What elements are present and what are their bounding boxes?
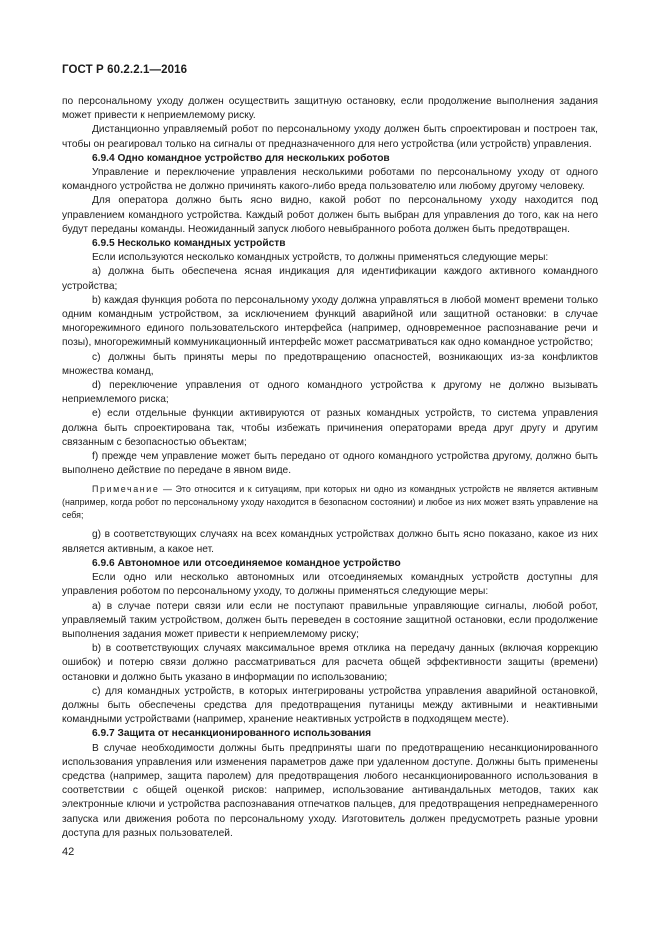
document-header: ГОСТ Р 60.2.2.1—2016 xyxy=(62,64,188,76)
paragraph: Для оператора должно быть ясно видно, какой робот по персональному уходу находится под управлением командного устройства. Каждый робот должен быть выбран для управления до того, как на него будут переданы команды. Неожиданный запуск любого невыбранного робота должен быть предотвращен. xyxy=(62,195,598,235)
section-heading-6-9-5: 6.9.5 Несколько командных устройств xyxy=(92,238,286,250)
section-heading-6-9-6: 6.9.6 Автономное или отсоединяемое командное устройство xyxy=(92,557,401,569)
paragraph: Если одно или несколько автономных или отсоединяемых командных устройств доступны для управления роботом по персональному уходу, то должны применяться следующие меры: xyxy=(62,572,598,598)
list-item-a: а) должна быть обеспечена ясная индикация для идентификации каждого активного командного устройства; xyxy=(62,266,598,292)
page-number: 42 xyxy=(62,846,75,858)
document-body xyxy=(62,95,598,841)
section-heading-6-9-4: 6.9.4 Одно командное устройство для нескольких роботов xyxy=(92,152,390,164)
list-item-e: е) если отдельные функции активируются от разных командных устройств, то система управления должна быть спроектирована так, чтобы избежать причинения операторами вреда друг другу и другим связанным с безопасностью объектам; xyxy=(62,408,598,448)
paragraph-continuation: по персональному уходу должен осуществить защитную остановку, если продолжение выполнения задания может привести к неприемлемому риску. xyxy=(62,96,598,122)
list-item-b: b) каждая функция робота по персональному уходу должна управляться в любой момент времени только одним командным устройством, за исключением функций аварийной или защитной остановки: в случае многорежимного единого пользовательского интерфейса (например, одновременное распознавание речи и позы), многорежимный коммуникационный интерфейс может рассматриваться как одно командное устройство; xyxy=(62,294,598,349)
list-item-g: g) в соответствующих случаях на всех командных устройствах должно быть ясно показано, какое из них является активным, а какое нет. xyxy=(62,529,598,555)
paragraph: Если используются несколько командных устройств, то должны применяться следующие меры: xyxy=(92,252,549,264)
list-item-c: с) для командных устройств, в которых интегрированы устройства управления аварийной остановкой, должны быть обеспечены средства для предотвращения путаницы между активными и неактивными командными устройствами (например, хранение неактивных устройств в подходящем месте). xyxy=(62,685,598,726)
note-paragraph xyxy=(62,483,598,522)
note-label: Примечание xyxy=(92,484,160,495)
paragraph: Управление и переключение управления несколькими роботами по персональному уходу от одного командного устройства не должно причинять какого-либо вреда пользователю или любому другому человеку. xyxy=(62,167,598,193)
list-item-a: а) в случае потери связи или если не поступают правильные управляющие сигналы, любой робот, управляемый таким устройством, должен быть переведен в состояние защитной остановки, если продолжение выполнения задания может привести к неприемлемому риску; xyxy=(62,600,598,640)
section-heading-6-9-7: 6.9.7 Защита от несанкционированного использования xyxy=(92,728,372,740)
paragraph: Дистанционно управляемый робот по персональному уходу должен быть спроектирован и построен так, чтобы он реагировал только на сигналы от предназначенного для него устройства (или устройств) управления. xyxy=(62,124,598,150)
list-item-f: f) прежде чем управление может быть передано от одного командного устройства другому, должно быть выполнено действие по передаче в явном виде. xyxy=(62,451,598,477)
paragraph: В случае необходимости должны быть предприняты шаги по предотвращению несанкционированного использования управления или изменения параметров даже при удаленном доступе. Должны быть применены средства (например, защита паролем) для предотвращения любого несанкционированного использования в соответствии с общей оценкой рисков: например, использование антивандальных методов, таких как электронные ключи и устройства распознавания отпечатков пальцев, для предотвращения непреднамеренного запуска или движения робота по персональному уходу. Изготовитель должен предусмотреть разные уровни доступа для разных пользователей. xyxy=(62,742,598,839)
list-item-b: b) в соответствующих случаях максимальное время отклика на передачу данных (включая коррекцию ошибок) и потерю связи должно рассматриваться для расчета общей эффективности защиты (времени) остановки и должно быть указано в информации по использованию; xyxy=(62,643,598,683)
note-text: — Это относится и к ситуациям, при которых ни одно из командных устройств не является активным (например, когда робот по персональному уходу находится в безопасном состоянии) и любое из них может взять управление на себя; xyxy=(62,484,598,521)
list-item-d: d) переключение управления от одного командного устройства к другому не должно вызывать неприемлемого риска; xyxy=(62,380,598,406)
list-item-c: с) должны быть приняты меры по предотвращению опасностей, возникающих из-за конфликтов множества команд, xyxy=(62,351,598,377)
